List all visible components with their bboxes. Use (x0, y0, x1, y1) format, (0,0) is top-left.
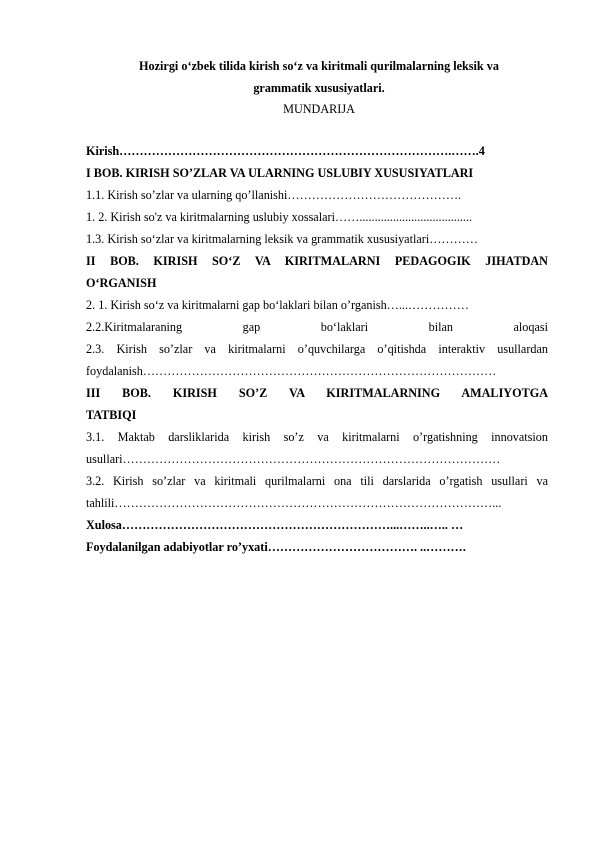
document-title-line-1: Hozirgi o‘zbek tilida kirish so‘z va kiritmali qurilmalarning leksik va (139, 59, 499, 73)
toc-chapter-1-heading: I BOB. KIRISH SO’ZLAR VA ULARNING USLUBIY XUSUSIYATLARI (86, 166, 474, 180)
toc-heading: MUNDARIJA (283, 102, 355, 116)
toc-entry-2-1: 2. 1. Kirish so‘z va kiritmalarni gap bo‘laklari bilan o’rganish…...…………… (86, 298, 469, 312)
toc-entry-3-1-line-2: usullari………………………………………………………………………………… (86, 452, 501, 466)
toc-chapter-3-heading-line-1: III BOB. KIRISH SO’Z VA KIRITMALARNING AMALIYOTGA (86, 386, 548, 400)
toc-entry-3-2-line-2: tahlili…………………………………………………………………………………... (86, 496, 502, 510)
toc-entry-1-3: 1.3. Kirish so‘zlar va kiritmalarning leksik va grammatik xususiyatlari………… (86, 232, 478, 246)
toc-chapter-2-heading-line-2: O‘RGANISH (86, 276, 157, 290)
toc-entry-2-2: 2.2.Kiritmalaraning gap bo‘laklari bilan aloqasi (86, 320, 548, 334)
toc-entry-1-2: 1. 2. Kirish so'z va kiritmalarning uslubiy xossalari……..................................... (86, 210, 473, 224)
toc-entry-conclusion: Xulosa…………………………………………………………...……..….. … (86, 518, 464, 532)
toc-entry-intro: Kirish……………………………………………………………………….…….4 (86, 144, 485, 158)
toc-chapter-2-heading-line-1: II BOB. KIRISH SO‘Z VA KIRITMALARNI PEDAGOGIK JIHATDAN (86, 254, 548, 268)
toc-entry-2-3-line-1: 2.3. Kirish so’zlar va kiritmalarni o’quvchilarga o’qitishda interaktiv usullardan (86, 342, 548, 356)
document-title-line-2: grammatik xususiyatlari. (253, 81, 385, 95)
toc-entry-2-3-line-2: foydalanish…………………………………………………………………………… (86, 364, 497, 378)
toc-entry-1-1: 1.1. Kirish so’zlar va ularning qo’llanishi……………………………………. (86, 188, 462, 202)
toc-entry-3-2-line-1: 3.2. Kirish so’zlar va kiritmali qurilmalarni ona tili darslarida o’rgatish usullari va (86, 474, 548, 488)
toc-entry-references: Foydalanilgan adabiyotlar ro’yxati………………………………. ..………. (86, 540, 466, 554)
toc-entry-3-1-line-1: 3.1. Maktab darsliklarida kirish so’z va kiritmalarni o’rgatishning innovatsion (86, 430, 548, 444)
toc-chapter-3-heading-line-2: TATBIQI (86, 408, 137, 422)
